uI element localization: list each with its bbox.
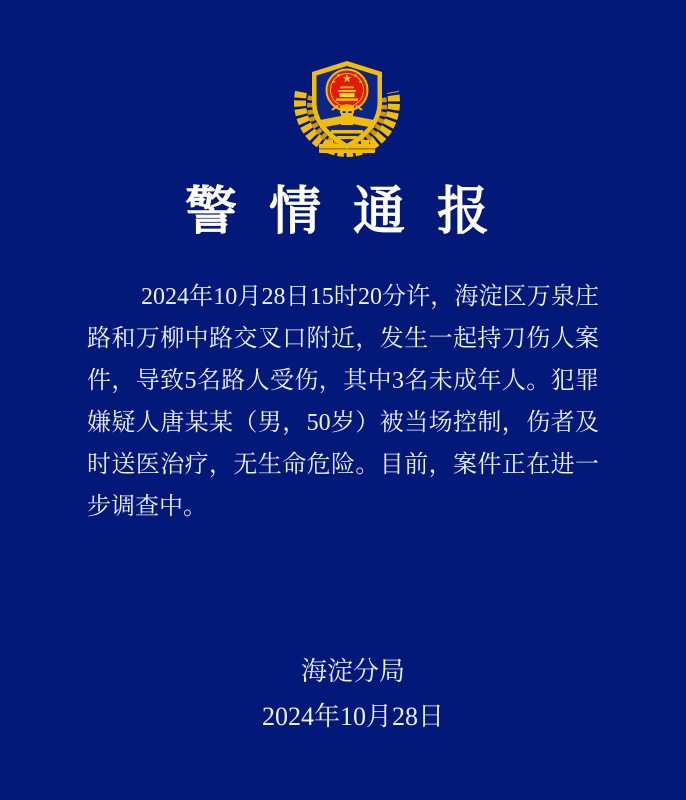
body-line: 路和万柳中路交叉口附近，发生一起持刀伤人案 bbox=[87, 326, 599, 352]
body-line: 步调查中。 bbox=[87, 494, 207, 520]
body-line: 嫌疑人唐某某（男，50岁）被当场控制，伤者及 bbox=[87, 410, 599, 436]
notice-title: 警情通报 bbox=[184, 184, 521, 241]
notice-date: 2024年10月28日 bbox=[261, 702, 444, 731]
body-line: 2024年10月28日15时20分许，海淀区万泉庄 bbox=[141, 284, 599, 310]
signature: 海淀分局 bbox=[300, 657, 405, 686]
body-line: 时送医治疗，无生命危险。目前，案件正在进一 bbox=[87, 452, 599, 478]
police-badge-icon bbox=[291, 60, 403, 160]
notice-body bbox=[87, 276, 599, 528]
body-line: 件，导致5名路人受伤，其中3名未成年人。犯罪 bbox=[87, 368, 599, 394]
